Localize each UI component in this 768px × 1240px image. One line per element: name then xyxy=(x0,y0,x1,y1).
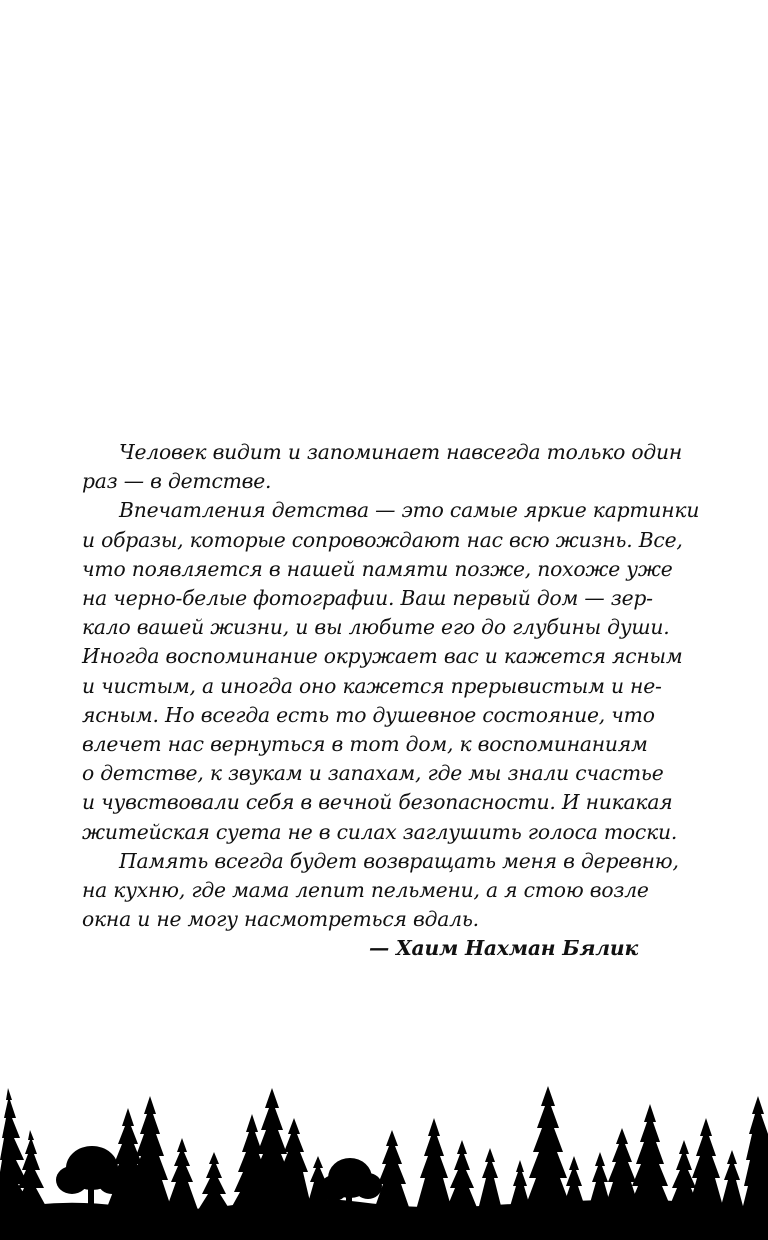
text-line: на кухню, где мама лепит пельмени, а я стою возле xyxy=(82,878,649,903)
text-line: Иногда воспоминание окружает вас и кажется ясным xyxy=(82,644,683,669)
text-line: что появляется в нашей памяти позже, похоже уже xyxy=(82,556,673,581)
text-line: и чистым, а иногда оно кажется прерывистым и не- xyxy=(82,673,662,698)
forest-silhouette-illustration xyxy=(0,1060,768,1240)
text-line: раз — в детстве. xyxy=(82,469,272,494)
text-line: влечет нас вернуться в тот дом, к воспоминаниям xyxy=(82,732,648,757)
text-line: кало вашей жизни, и вы любите его до глубины души. xyxy=(82,615,670,640)
text-line: окна и не могу насмотреться вдаль. xyxy=(82,907,479,932)
text-line: Память всегда будет возвращать меня в деревню, xyxy=(119,848,679,873)
text-line: и образы, которые сопровождают нас всю жизнь. Все, xyxy=(82,527,683,552)
text-line: Впечатления детства — это самые яркие картинки xyxy=(119,498,700,523)
epigraph-text-block xyxy=(82,438,700,964)
text-line: и чувствовали себя в вечной безопасности. И никакая xyxy=(82,790,673,815)
text-line: Человек видит и запоминает навсегда только один xyxy=(119,440,683,464)
text-line: ясным. Но всегда есть то душевное состояние, что xyxy=(82,702,655,727)
text-line: житейская суета не в силах заглушить голоса тоски. xyxy=(82,819,678,844)
text-line: о детстве, к звукам и запахам, где мы знали счастье xyxy=(82,761,664,786)
quote-attribution: — Хаим Нахман Бялик xyxy=(369,936,638,961)
text-line: на черно-белые фотографии. Ваш первый дом — зер- xyxy=(82,586,653,611)
